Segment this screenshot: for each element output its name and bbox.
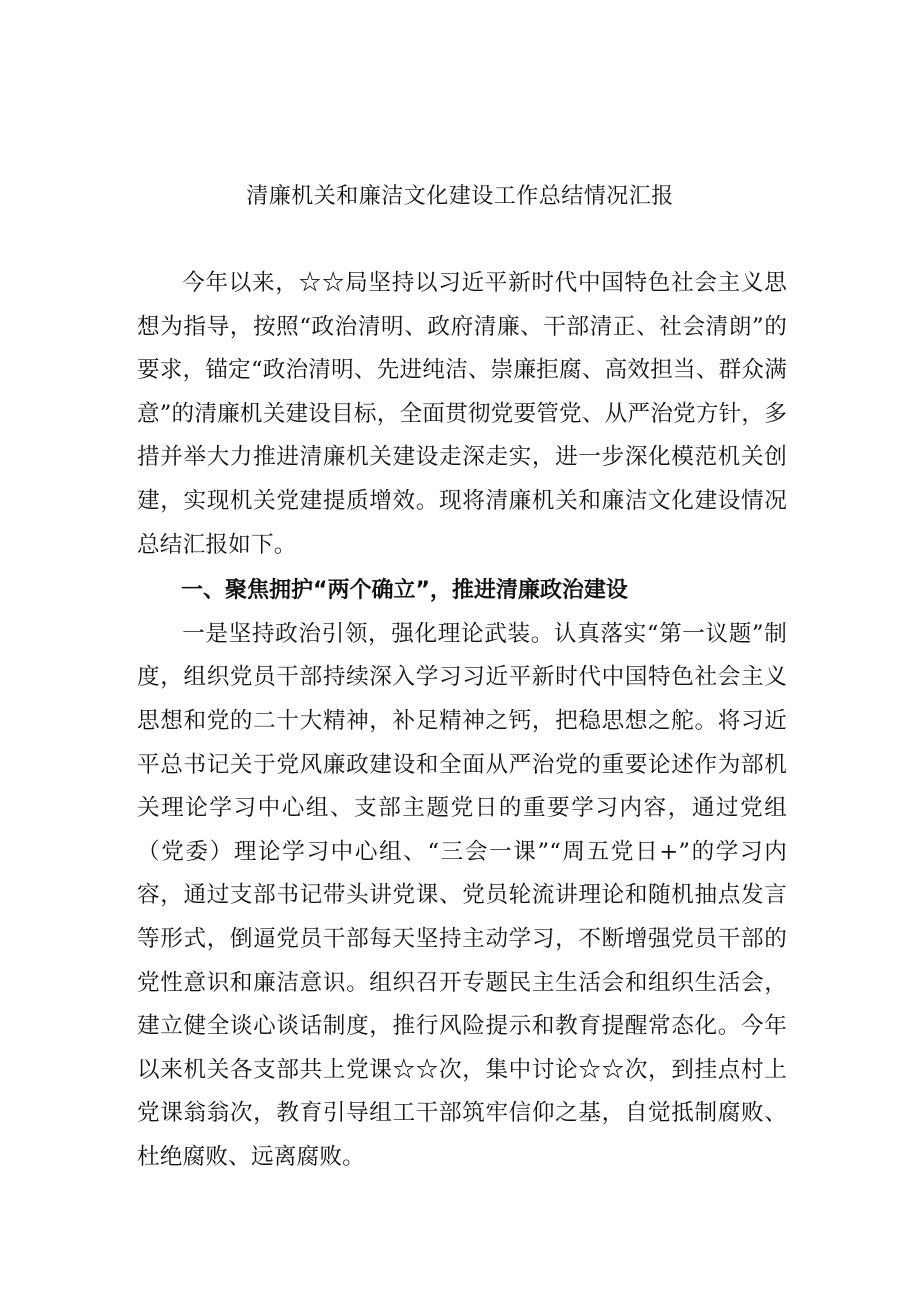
section-1-heading: 一、聚焦拥护“两个确立”，推进清廉政治建设 xyxy=(181,578,628,604)
document-body xyxy=(137,262,787,1179)
section-1-paragraph: 一是坚持政治引领，强化理论武装。认真落实“第一议题”制度，组织党员干部持续深入学习习近平新时代中国特色社会主义思想和党的二十大精神，补足精神之钙，把稳思想之舵。将习近平总书记关于党风廉政建设和全面从严治党的重要论述作为部机关理论学习中心组、支部主题党日的重要学习内容，通过党组（党委）理论学习中心组、“三会一课”“周五党日+”的学习内容，通过支部书记带头讲党课、党员轮流讲理论和随机抽点发言等形式，倒逼党员干部每天坚持主动学习，不断增强党员干部的党性意识和廉洁意识。组织召开专题民主生活会和组织生活会，建立健全谈心谈话制度，推行风险提示和教育提醒常态化。今年以来机关各支部共上党课☆☆次，集中讨论☆☆次，到挂点村上党课翁翁次，教育引导组工干部筑牢信仰之基，自觉抵制腐败、杜绝腐败、远离腐败。 xyxy=(137,620,787,1170)
intro-paragraph: 今年以来，☆☆局坚持以习近平新时代中国特色社会主义思想为指导，按照“政治清明、政府清廉、干部清正、社会清朗”的要求，锚定“政治清明、先进纯洁、崇廉拒腐、高效担当、群众满意”的清廉机关建设目标，全面贯彻党要管党、从严治党方针，多措并举大力推进清廉机关建设走深走实，进一步深化模范机关创建，实现机关党建提质增效。现将清廉机关和廉洁文化建设情况总结汇报如下。 xyxy=(137,270,787,558)
document-title: 清廉机关和廉洁文化建设工作总结情况汇报 xyxy=(246,184,674,209)
